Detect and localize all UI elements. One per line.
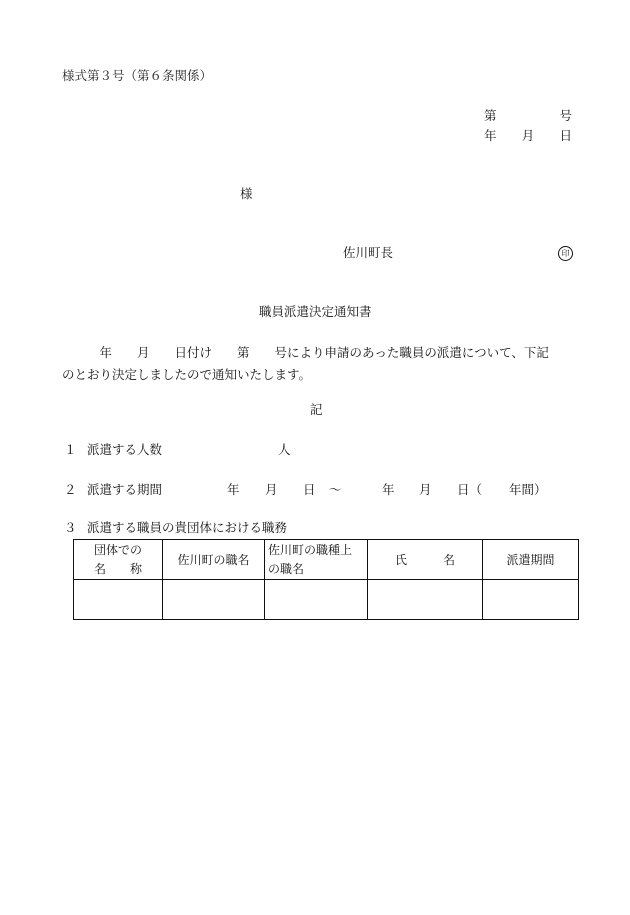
item-2-number: ２: [64, 482, 77, 497]
header-job-category-line2: の職名: [268, 561, 305, 576]
table-row: [74, 580, 579, 620]
item-2-from-year: 年: [227, 482, 240, 497]
reference-number-row: [484, 110, 572, 123]
header-dispatch-period: 派遣期間: [483, 540, 579, 580]
item-3-label: 派遣する職員の貴団体における職務: [87, 520, 288, 535]
date-day: 日: [559, 128, 572, 143]
ref-no-suffix: 号: [559, 108, 572, 123]
addressee-honorific: 様: [240, 186, 253, 201]
header-job-category-title: [265, 540, 368, 580]
date-row: [484, 130, 572, 143]
header-org-name-line2: 名 称: [93, 561, 142, 576]
date-year: 年: [484, 128, 497, 143]
cell-job-category-title[interactable]: [265, 580, 368, 620]
item-2-to-day: 日（: [457, 482, 483, 497]
header-full-name: 氏 名: [368, 540, 483, 580]
item-2-to-year: 年: [382, 482, 395, 497]
seal-mark: [558, 246, 573, 261]
seal-mark-text: 印: [561, 248, 570, 258]
item-1-number: １: [64, 442, 77, 457]
date-month: 月: [521, 128, 535, 143]
ki-heading: 記: [310, 402, 323, 417]
body-line-2: のとおり決定しましたので通知いたします。: [62, 367, 312, 382]
sender-title: 佐川町長: [343, 245, 394, 260]
cell-sakawa-title[interactable]: [163, 580, 265, 620]
header-org-name-line1: 団体での: [93, 542, 142, 557]
item-2-to-month: 月: [419, 482, 432, 497]
header-org-name: [74, 540, 163, 580]
cell-full-name[interactable]: [368, 580, 483, 620]
item-2-label: 派遣する期間: [87, 482, 163, 497]
item-2-tilde: ～: [329, 482, 342, 497]
header-job-category-line1: 佐川町の職種上: [268, 542, 353, 557]
cell-dispatch-period[interactable]: [483, 580, 579, 620]
body-text: [62, 342, 574, 386]
item-2-from-month: 月: [265, 482, 278, 497]
table-header-row: [74, 540, 579, 580]
ref-no-prefix: 第: [484, 108, 497, 123]
document-title: 職員派遣決定通知書: [259, 304, 372, 319]
item-3-number: ３: [64, 520, 77, 535]
item-2-years-close: 年間）: [509, 482, 547, 497]
item-1-unit: 人: [278, 442, 291, 457]
item-2-from-day: 日: [303, 482, 316, 497]
header-sakawa-title: 佐川町の職名: [163, 540, 265, 580]
cell-org-name[interactable]: [74, 580, 163, 620]
form-number: 様式第３号（第６条関係）: [62, 68, 213, 83]
body-line-1: 年 月 日付け 第 号により申請のあった職員の派遣について、下記: [62, 345, 549, 360]
item-1-label: 派遣する人数: [87, 442, 163, 457]
duty-table: [73, 539, 579, 620]
